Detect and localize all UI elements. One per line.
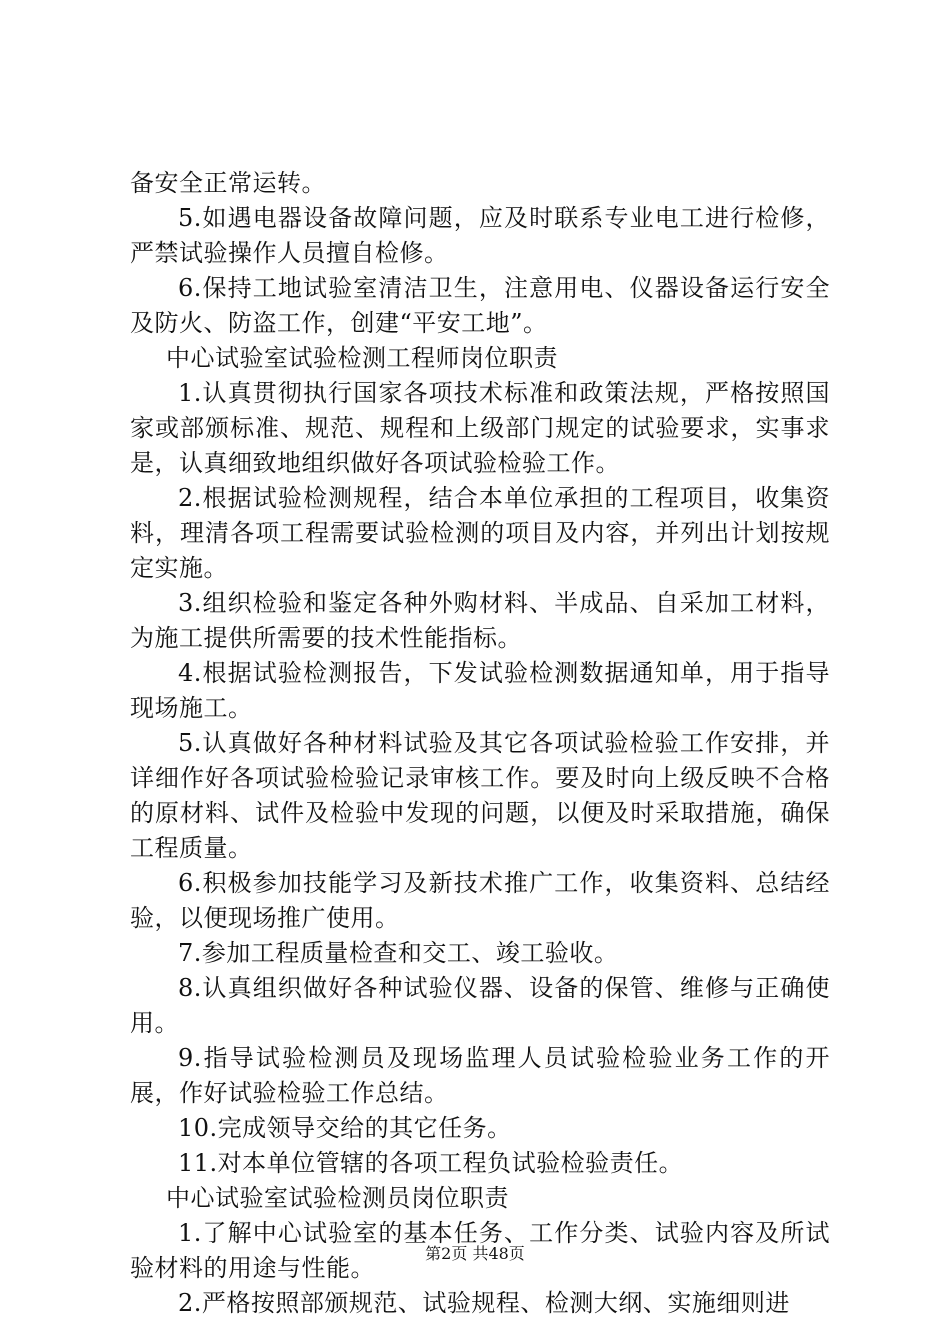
page-number-footer: 第2页 共48页: [425, 1244, 525, 1263]
paragraph-item-6: 6.保持工地试验室清洁卫生，注意用电、仪器设备运行安全及防火、防盗工作，创建“平安工地”。: [130, 274, 830, 337]
paragraph-item-7: 7.参加工程质量检查和交工、竣工验收。: [178, 939, 619, 967]
paragraph-continuation: 备安全正常运转。: [130, 169, 326, 197]
paragraph-item-1: 1.认真贯彻执行国家各项技术标准和政策法规，严格按照国家或部颁标准、规范、规程和上级部门规定的试验要求，实事求是，认真细致地组织做好各项试验检验工作。: [130, 379, 830, 477]
section-heading-engineer: 中心试验室试验检测工程师岗位职责: [166, 344, 558, 372]
paragraph-item-4: 4.根据试验检测报告，下发试验检测数据通知单，用于指导现场施工。: [130, 659, 830, 722]
paragraph-item-8: 8.认真组织做好各种试验仪器、设备的保管、维修与正确使用。: [130, 974, 830, 1037]
paragraph-item-10: 10.完成领导交给的其它任务。: [178, 1114, 512, 1142]
section-heading-inspector: 中心试验室试验检测员岗位职责: [166, 1184, 509, 1212]
paragraph-item-5: 5.如遇电器设备故障问题，应及时联系专业电工进行检修，严禁试验操作人员擅自检修。: [130, 204, 830, 267]
document-body: [130, 166, 830, 1321]
paragraph-item-3: 3.组织检验和鉴定各种外购材料、半成品、自采加工材料，为施工提供所需要的技术性能指标。: [130, 589, 830, 652]
paragraph-item-1: 1.了解中心试验室的基本任务、工作分类、试验内容及所试验材料的用途与性能。: [130, 1219, 830, 1282]
paragraph-item-5: 5.认真做好各种材料试验及其它各项试验检验工作安排，并详细作好各项试验检验记录审核工作。要及时向上级反映不合格的原材料、试件及检验中发现的问题，以便及时采取措施，确保工程质量。: [130, 729, 830, 862]
paragraph-item-2: 2.根据试验检测规程，结合本单位承担的工程项目，收集资料，理清各项工程需要试验检测的项目及内容，并列出计划按规定实施。: [130, 484, 830, 582]
paragraph-item-6: 6.积极参加技能学习及新技术推广工作，收集资料、总结经验，以便现场推广使用。: [130, 869, 830, 932]
paragraph-item-9: 9.指导试验检测员及现场监理人员试验检验业务工作的开展，作好试验检验工作总结。: [130, 1044, 830, 1107]
paragraph-item-11: 11.对本单位管辖的各项工程负试验检验责任。: [178, 1149, 684, 1177]
paragraph-item-2: 2.严格按照部颁规范、试验规程、检测大纲、实施细则进: [178, 1289, 790, 1317]
